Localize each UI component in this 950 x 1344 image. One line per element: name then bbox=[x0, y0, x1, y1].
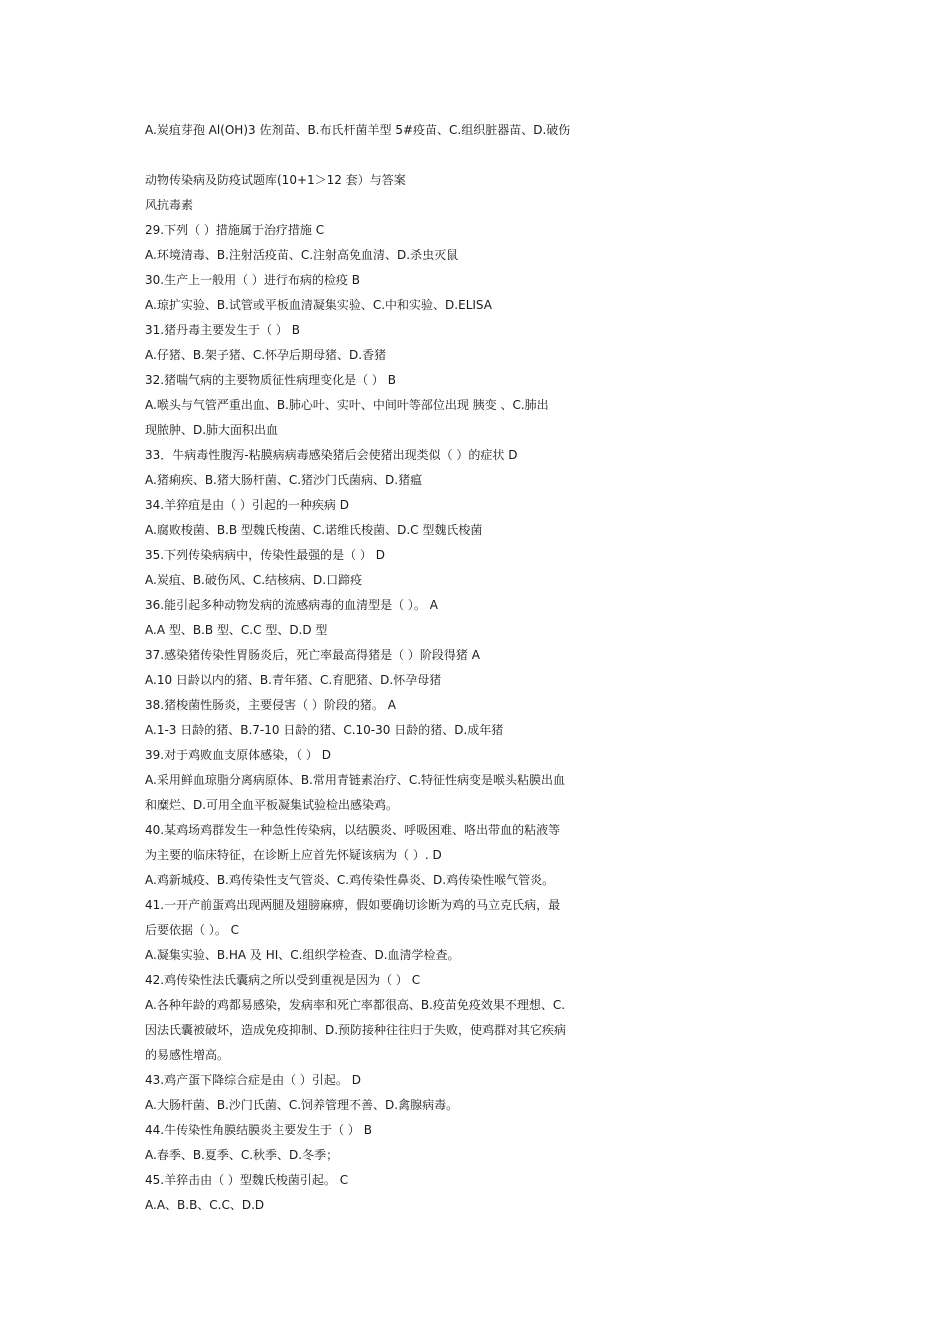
text-line: A.10 日龄以内的猪、B.青年猪、C.育肥猪、D.怀孕母猪 bbox=[145, 673, 442, 687]
text-line: A.各种年龄的鸡都易感染，发病率和死亡率都很高、B.疫苗免疫效果不理想、C. bbox=[145, 998, 566, 1012]
text-line: A.大肠杆菌、B.沙门氏菌、C.饲养管理不善、D.禽腺病毒。 bbox=[145, 1098, 459, 1112]
text-line: 42.鸡传染性法氏囊病之所以受到重视是因为（ ） C bbox=[145, 973, 421, 987]
text-line: 35.下列传染病病中，传染性最强的是（ ） D bbox=[145, 548, 385, 562]
text-line: 31.猪丹毒主要发生于（ ） B bbox=[145, 323, 300, 337]
text-line: 34.羊猝疽是由（ ）引起的一种疾病 D bbox=[145, 498, 349, 512]
text-line: 因法氏囊被破坏，造成免疫抑制、D.预防接种往往归于失败，使鸡群对其它疾病 bbox=[145, 1023, 567, 1037]
text-line: A.A 型、B.B 型、C.C 型、D.D 型 bbox=[145, 623, 328, 637]
question-list bbox=[145, 218, 625, 1218]
text-line: 43.鸡产蛋下降综合症是由（ ）引起。 D bbox=[145, 1073, 361, 1087]
text-line: 33．牛病毒性腹泻-粘膜病病毒感染猪后会使猪出现类似（ ）的症状 D bbox=[145, 448, 518, 462]
text-line: 40.某鸡场鸡群发生一种急性传染病，以结膜炎、呼吸困难、咯出带血的粘液等 bbox=[145, 823, 561, 837]
title-block bbox=[145, 168, 625, 218]
text-line: 的易感性增高。 bbox=[145, 1048, 230, 1062]
text-line: A.仔猪、B.架子猪、C.怀孕后期母猪、D.香猪 bbox=[145, 348, 387, 362]
text-line: A.环境清毒、B.注射活疫苗、C.注射高免血清、D.杀虫灭鼠 bbox=[145, 248, 459, 262]
text-line: 和糜烂、D.可用全血平板凝集试验检出感染鸡。 bbox=[145, 798, 399, 812]
text-line: 32.猪喘气病的主要物质征性病理变化是（ ） B bbox=[145, 373, 396, 387]
text-line: A.春季、B.夏季、C.秋季、D.冬季； bbox=[145, 1148, 339, 1162]
text-line: 38.猪梭菌性肠炎，主要侵害（ ）阶段的猪。 A bbox=[145, 698, 396, 712]
text-line: 后要依据（ ）。 C bbox=[145, 923, 240, 937]
text-line: 为主要的临床特征，在诊断上应首先怀疑该病为（ ）. D bbox=[145, 848, 442, 862]
text-line: 37.感染猪传染性胃肠炎后，死亡率最高得猪是（ ）阶段得猪 A bbox=[145, 648, 480, 662]
document-title: 动物传染病及防疫试题库(10+1＞12 套）与答案 bbox=[145, 173, 406, 187]
text-line: A.采用鲜血琼脂分离病原体、B.常用青链素治疗、C.特征性病变是喉头粘膜出血 bbox=[145, 773, 566, 787]
text-line: A.A、B.B、C.C、D.D bbox=[145, 1198, 265, 1212]
text-line: A.猪痢疾、B.猪大肠杆菌、C.猪沙门氏菌病、D.猪瘟 bbox=[145, 473, 423, 487]
text-line: 风抗毒素 bbox=[145, 198, 194, 212]
text-line: 36.能引起多种动物发病的流感病毒的血清型是（ ）。 A bbox=[145, 598, 438, 612]
text-line: A.喉头与气管严重出血、B.肺心叶、实叶、中间叶等部位出现 胰变 、C.肺出 bbox=[145, 398, 549, 412]
text-line: A.炭疽芽孢 Al(OH)3 佐剂苗、B.布氏杆菌羊型 5#疫苗、C.组织脏器苗、D.破伤 bbox=[145, 123, 571, 137]
text-line: A.凝集实验、B.HA 及 HI、C.组织学检查、D.血清学检查。 bbox=[145, 948, 460, 962]
text-line: A.1-3 日龄的猪、B.7-10 日龄的猪、C.10-30 日龄的猪、D.成年猪 bbox=[145, 723, 504, 737]
text-line: 41.一开产前蛋鸡出现两腿及翅膀麻痹，假如要确切诊断为鸡的马立克氏病，最 bbox=[145, 898, 561, 912]
text-line: 45.羊猝击由（ ）型魏氏梭菌引起。 C bbox=[145, 1173, 349, 1187]
text-line: 30.生产上一般用（ ）进行布病的检疫 B bbox=[145, 273, 360, 287]
text-line: A.腐败梭菌、B.B 型魏氏梭菌、C.诺维氏梭菌、D.C 型魏氏梭菌 bbox=[145, 523, 483, 537]
text-line: A.炭疽、B.破伤风、C.结核病、D.口蹄疫 bbox=[145, 573, 363, 587]
text-line: 39.对于鸡败血支原体感染，（ ） D bbox=[145, 748, 331, 762]
text-line: 44.牛传染性角膜结膜炎主要发生于（ ） B bbox=[145, 1123, 372, 1137]
text-line: A.琼扩实验、B.试管或平板血清凝集实验、C.中和实验、D.ELISA bbox=[145, 298, 492, 312]
text-line: 现脓肿、D.肺大面积出血 bbox=[145, 423, 279, 437]
top-text-block bbox=[145, 118, 625, 143]
text-line: A.鸡新城疫、B.鸡传染性支气管炎、C.鸡传染性鼻炎、D.鸡传染性喉气管炎。 bbox=[145, 873, 555, 887]
text-line: 29.下列（ ）措施属于治疗措施 C bbox=[145, 223, 325, 237]
